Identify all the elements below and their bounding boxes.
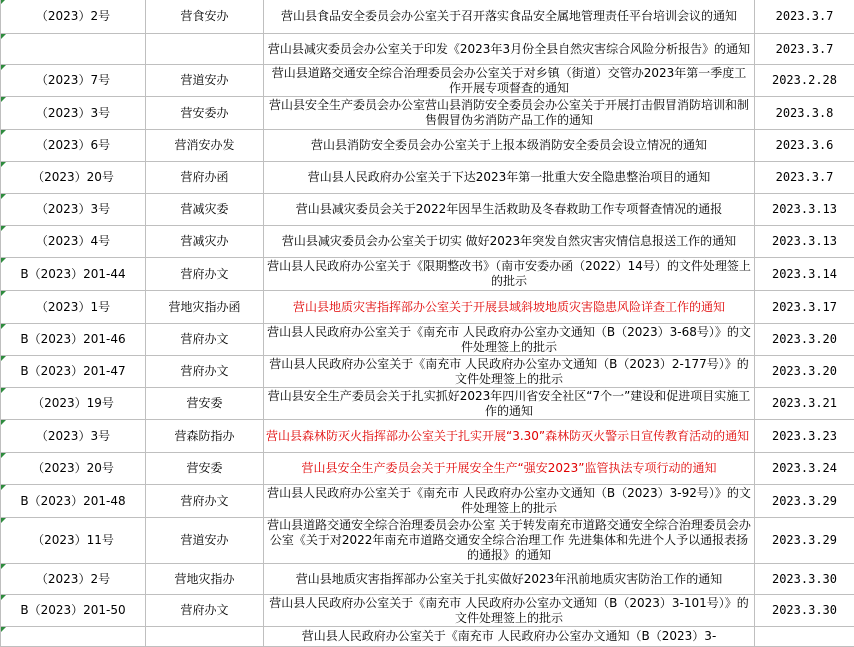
document-number-cell[interactable]: （2023）2号 <box>1 0 146 34</box>
table-row <box>1 194 854 226</box>
issue-date-cell[interactable]: 2023.3.29 <box>755 518 854 564</box>
document-number-cell[interactable]: （2023）4号 <box>1 226 146 258</box>
issue-date-cell[interactable] <box>755 627 854 647</box>
issue-date-cell[interactable]: 2023.3.21 <box>755 388 854 420</box>
issuing-office-cell[interactable]: 营府办文 <box>146 595 264 627</box>
document-title-cell[interactable]: 营山县人民政府办公室关于下达2023年第一批重大安全隐患整治项目的通知 <box>264 162 755 194</box>
document-number-cell[interactable]: B（2023）201-50 <box>1 595 146 627</box>
table-row <box>1 97 854 130</box>
document-title-cell[interactable]: 营山县人民政府办公室关于《南充市 人民政府办公室办文通知（B（2023）3-92号）》的文件处理签上的批示 <box>264 485 755 518</box>
issue-date-cell[interactable]: 2023.3.20 <box>755 356 854 388</box>
issuing-office-cell[interactable]: 营消安办发 <box>146 130 264 162</box>
table-row <box>1 65 854 97</box>
table-row <box>1 34 854 65</box>
document-title-cell[interactable]: 营山县减灾委员会关于2022年因旱生活救助及冬春救助工作专项督查情况的通报 <box>264 194 755 226</box>
document-number-cell[interactable]: B（2023）201-46 <box>1 324 146 356</box>
issue-date-cell[interactable]: 2023.3.24 <box>755 453 854 485</box>
document-title-cell[interactable]: 营山县道路交通安全综合治理委员会办公室关于对乡镇（街道）交管办2023年第一季度工作开展专项督查的通知 <box>264 65 755 97</box>
issue-date-cell[interactable]: 2023.3.7 <box>755 162 854 194</box>
document-title-cell[interactable]: 营山县消防安全委员会办公室关于上报本级消防安全委员会设立情况的通知 <box>264 130 755 162</box>
issue-date-cell[interactable]: 2023.3.14 <box>755 258 854 291</box>
issue-date-cell[interactable]: 2023.3.7 <box>755 0 854 34</box>
document-title-cell[interactable]: 营山县地质灾害指挥部办公室关于扎实做好2023年汛前地质灾害防治工作的通知 <box>264 564 755 595</box>
document-title-cell[interactable]: 营山县人民政府办公室关于《限期整改书》（南市安委办函（2022）14号）的文件处理签上的批示 <box>264 258 755 291</box>
table-row <box>1 130 854 162</box>
table-row <box>1 291 854 324</box>
table-row <box>1 388 854 420</box>
issue-date-cell[interactable]: 2023.3.29 <box>755 485 854 518</box>
table-row <box>1 0 854 34</box>
issuing-office-cell[interactable]: 营府办文 <box>146 258 264 291</box>
issuing-office-cell[interactable]: 营道安办 <box>146 65 264 97</box>
document-number-cell[interactable]: B（2023）201-44 <box>1 258 146 291</box>
document-number-cell[interactable]: B（2023）201-47 <box>1 356 146 388</box>
document-title-cell[interactable]: 营山县道路交通安全综合治理委员会办公室 关于转发南充市道路交通安全综合治理委员会办公室《关于对2022年南充市道路交通安全综合治理工作 先进集体和先进个人予以通报表扬的通报》的通知 <box>264 518 755 564</box>
issuing-office-cell[interactable]: 营府办文 <box>146 356 264 388</box>
document-number-cell[interactable]: （2023）11号 <box>1 518 146 564</box>
document-title-cell[interactable]: 营山县地质灾害指挥部办公室关于开展县域斜坡地质灾害隐患风险详查工作的通知 <box>264 291 755 324</box>
table-row <box>1 627 854 647</box>
issue-date-cell[interactable]: 2023.3.20 <box>755 324 854 356</box>
document-number-cell[interactable]: （2023）1号 <box>1 291 146 324</box>
issuing-office-cell[interactable]: 营减灾办 <box>146 226 264 258</box>
document-title-cell[interactable]: 营山县人民政府办公室关于《南充市 人民政府办公室办文通知（B（2023）3- <box>264 627 755 647</box>
issuing-office-cell[interactable]: 营府办文 <box>146 485 264 518</box>
document-number-cell[interactable]: （2023）3号 <box>1 97 146 130</box>
table-row <box>1 518 854 564</box>
table-row <box>1 595 854 627</box>
table-row <box>1 356 854 388</box>
table-row <box>1 258 854 291</box>
document-title-cell[interactable]: 营山县食品安全委员会办公室关于召开落实食品安全属地管理责任平台培训会议的通知 <box>264 0 755 34</box>
document-number-cell[interactable] <box>1 34 146 65</box>
table-row <box>1 453 854 485</box>
issue-date-cell[interactable]: 2023.3.8 <box>755 97 854 130</box>
issuing-office-cell[interactable]: 营府办函 <box>146 162 264 194</box>
document-title-cell[interactable]: 营山县人民政府办公室关于《南充市 人民政府办公室办文通知（B（2023）3-68号）》的文件处理签上的批示 <box>264 324 755 356</box>
document-number-cell[interactable] <box>1 627 146 647</box>
table-row <box>1 485 854 518</box>
issuing-office-cell[interactable]: 营安委 <box>146 388 264 420</box>
issuing-office-cell[interactable]: 营安委 <box>146 453 264 485</box>
table-row <box>1 420 854 453</box>
issuing-office-cell[interactable]: 营道安办 <box>146 518 264 564</box>
issuing-office-cell[interactable]: 营安委办 <box>146 97 264 130</box>
document-number-cell[interactable]: B（2023）201-48 <box>1 485 146 518</box>
issuing-office-cell[interactable]: 营地灾指办 <box>146 564 264 595</box>
issuing-office-cell[interactable]: 营森防指办 <box>146 420 264 453</box>
table-row <box>1 564 854 595</box>
document-number-cell[interactable]: （2023）19号 <box>1 388 146 420</box>
document-number-cell[interactable]: （2023）20号 <box>1 162 146 194</box>
issue-date-cell[interactable]: 2023.3.13 <box>755 226 854 258</box>
issuing-office-cell[interactable] <box>146 627 264 647</box>
document-title-cell[interactable]: 营山县森林防灭火指挥部办公室关于扎实开展“3.30”森林防灭火警示日宣传教育活动的通知 <box>264 420 755 453</box>
issue-date-cell[interactable]: 2023.3.30 <box>755 564 854 595</box>
document-number-cell[interactable]: （2023）6号 <box>1 130 146 162</box>
issue-date-cell[interactable]: 2023.3.17 <box>755 291 854 324</box>
table-row <box>1 162 854 194</box>
document-number-cell[interactable]: （2023）2号 <box>1 564 146 595</box>
table-row <box>1 324 854 356</box>
document-title-cell[interactable]: 营山县安全生产委员会关于扎实抓好2023年四川省安全社区“7个一”建设和促进项目实施工作的通知 <box>264 388 755 420</box>
document-title-cell[interactable]: 营山县安全生产委员会关于开展安全生产“强安2023”监管执法专项行动的通知 <box>264 453 755 485</box>
issuing-office-cell[interactable]: 营食安办 <box>146 0 264 34</box>
document-number-cell[interactable]: （2023）3号 <box>1 194 146 226</box>
document-number-cell[interactable]: （2023）3号 <box>1 420 146 453</box>
issuing-office-cell[interactable]: 营府办文 <box>146 324 264 356</box>
document-title-cell[interactable]: 营山县减灾委员会办公室关于切实 做好2023年突发自然灾害灾情信息报送工作的通知 <box>264 226 755 258</box>
issue-date-cell[interactable]: 2023.3.6 <box>755 130 854 162</box>
table-row <box>1 226 854 258</box>
document-title-cell[interactable]: 营山县减灾委员会办公室关于印发《2023年3月份全县自然灾害综合风险分析报告》的通知 <box>264 34 755 65</box>
document-number-cell[interactable]: （2023）7号 <box>1 65 146 97</box>
issuing-office-cell[interactable]: 营地灾指办函 <box>146 291 264 324</box>
document-title-cell[interactable]: 营山县人民政府办公室关于《南充市 人民政府办公室办文通知（B（2023）2-177号）》的文件处理签上的批示 <box>264 356 755 388</box>
issue-date-cell[interactable]: 2023.3.13 <box>755 194 854 226</box>
table-body <box>1 0 854 647</box>
issuing-office-cell[interactable] <box>146 34 264 65</box>
issue-date-cell[interactable]: 2023.3.7 <box>755 34 854 65</box>
issue-date-cell[interactable]: 2023.2.28 <box>755 65 854 97</box>
issuing-office-cell[interactable]: 营减灾委 <box>146 194 264 226</box>
document-number-cell[interactable]: （2023）20号 <box>1 453 146 485</box>
document-title-cell[interactable]: 营山县安全生产委员会办公室营山县消防安全委员会办公室关于开展打击假冒消防培训和制售假冒伪劣消防产品工作的通知 <box>264 97 755 130</box>
issue-date-cell[interactable]: 2023.3.30 <box>755 595 854 627</box>
issue-date-cell[interactable]: 2023.3.23 <box>755 420 854 453</box>
document-title-cell[interactable]: 营山县人民政府办公室关于《南充市 人民政府办公室办文通知（B（2023）3-101号）》的文件处理签上的批示 <box>264 595 755 627</box>
